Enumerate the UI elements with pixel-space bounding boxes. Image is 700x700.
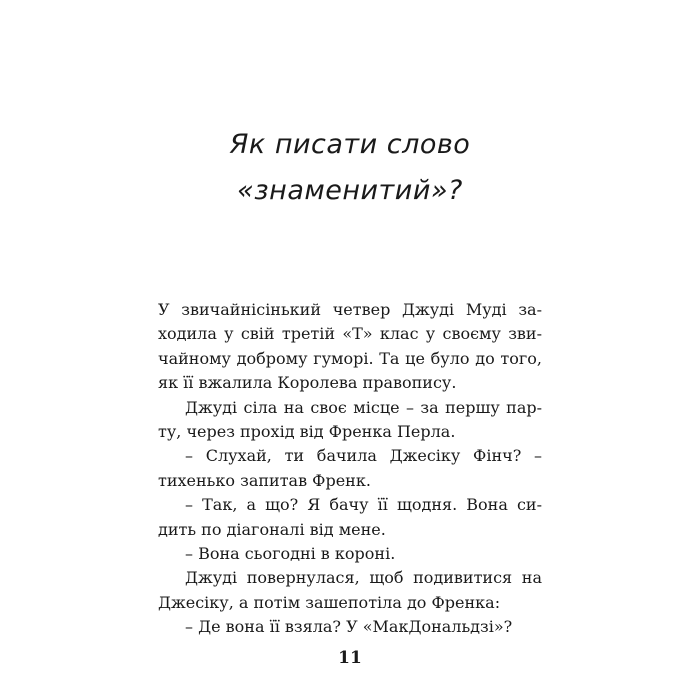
text-line: – Так, а що? Я бачу її щодня. Вона си-: [185, 495, 542, 515]
chapter-title-line-1: Як писати слово: [229, 129, 471, 160]
text-line: Джуді сіла на своє місце – за першу пар-: [185, 397, 542, 417]
text-line: Джуді повернулася, щоб подивитися на: [185, 568, 542, 588]
text-line: – Де вона її взяла? У «МакДональдзі»?: [185, 617, 513, 637]
text-line: тихенько запитав Френк.: [158, 470, 371, 490]
text-line: ту, через прохід від Френка Перла.: [158, 421, 456, 441]
text-line: дить по діагоналі від мене.: [158, 519, 386, 539]
chapter-title: [150, 122, 550, 214]
text-line: як її вжалила Королева правопису.: [158, 373, 457, 393]
text-line: У звичайнісінький четвер Джуді Муді за-: [158, 300, 542, 319]
chapter-title-line-2: «знаменитий»?: [237, 175, 463, 206]
text-line: Джесіку, а потім зашепотіла до Френка:: [158, 592, 501, 612]
body-text: [158, 298, 542, 639]
text-line: – Слухай, ти бачила Джесіку Фінч? –: [185, 446, 542, 466]
text-line: – Вона сьогодні в короні.: [185, 543, 396, 563]
text-line: чайному доброму гуморі. Та це було до того,: [158, 348, 542, 368]
text-line: ходила у свій третій «Т» клас у своєму зви-: [158, 324, 542, 344]
page-number: 11: [338, 648, 362, 668]
